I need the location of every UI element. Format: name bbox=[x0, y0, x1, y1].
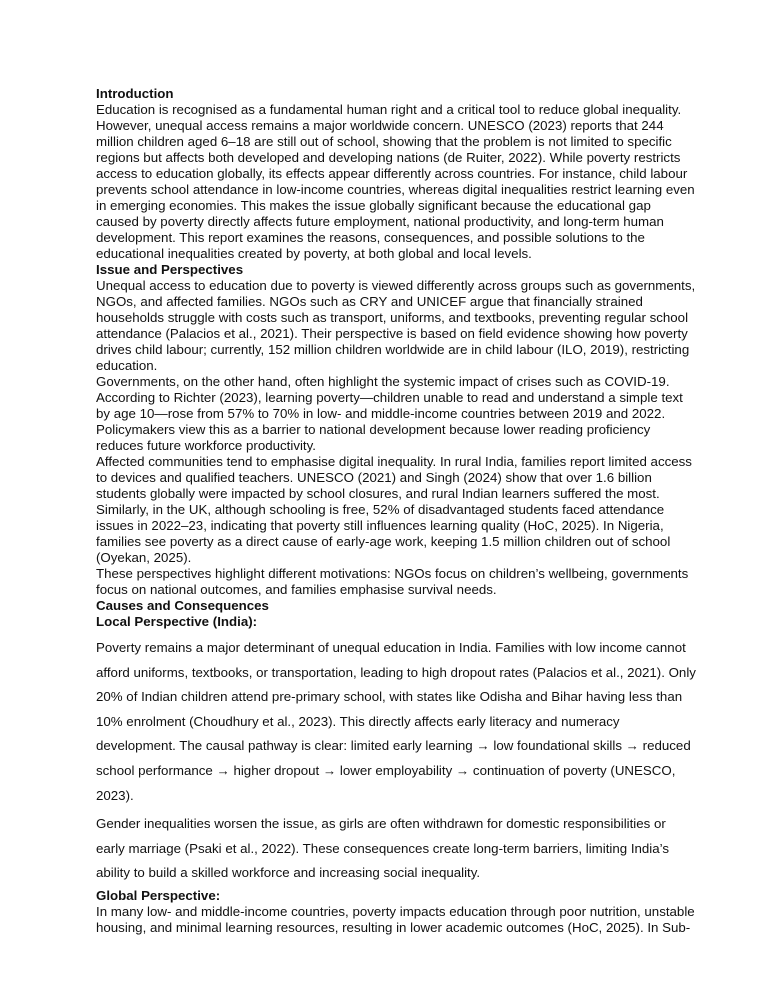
text-line: education. bbox=[96, 358, 158, 373]
subheading-global-perspective: Global Perspective: bbox=[96, 887, 221, 903]
local-gender-paragraph bbox=[96, 812, 696, 886]
text-line: afford uniforms, textbooks, or transportation, leading to high dropout rates (Palacios et al., 2021). Only bbox=[96, 664, 696, 680]
text-line: access to education globally, its effects appear differently across countries. For instance, child labour bbox=[96, 166, 688, 181]
local-perspective-body bbox=[96, 636, 696, 886]
text-line: regions but affects both developed and developing nations (de Ruiter, 2022). While poverty restricts bbox=[96, 150, 681, 165]
text-line: in emerging economies. This makes the issue globally significant because the educational gap bbox=[96, 198, 651, 213]
text-line: Gender inequalities worsen the issue, as girls are often withdrawn for domestic responsibilities or bbox=[96, 816, 666, 832]
introduction-paragraph bbox=[96, 102, 696, 262]
subheading-local-perspective: Local Perspective (India): bbox=[96, 614, 258, 629]
section-heading-causes-consequences: Causes and Consequences bbox=[96, 598, 269, 613]
text-line: million children aged 6–18 are still out of school, showing that the problem is not limited to specific bbox=[96, 134, 672, 149]
perspectives-summary-paragraph bbox=[96, 566, 696, 598]
section-issue-perspectives bbox=[96, 262, 696, 598]
text-line: caused by poverty directly affects future employment, national productivity, and long-term human bbox=[96, 214, 664, 229]
text-line: 2023). bbox=[96, 787, 134, 803]
section-introduction bbox=[96, 86, 696, 262]
text-line: Similarly, in the UK, although schooling is free, 52% of disadvantaged students faced attendance bbox=[96, 502, 665, 517]
text-line: early marriage (Psaki et al., 2022). These consequences create long-term barriers, limiting India’s bbox=[96, 840, 670, 856]
document-page bbox=[96, 86, 696, 936]
text-line: 20% of Indian children attend pre-primary school, with states like Odisha and Bihar having less than bbox=[96, 689, 683, 705]
text-line: families see poverty as a direct cause of early-age work, keeping 1.5 million children out of school bbox=[96, 534, 671, 549]
text-line: Education is recognised as a fundamental human right and a critical tool to reduce global inequality. bbox=[96, 102, 682, 117]
text-line: According to Richter (2023), learning poverty—children unable to read and understand a simple text bbox=[96, 390, 683, 405]
text-line: Governments, on the other hand, often highlight the systemic impact of crises such as COVID-19. bbox=[96, 374, 670, 389]
section-heading-issue-perspectives: Issue and Perspectives bbox=[96, 262, 244, 277]
global-perspective-paragraph bbox=[96, 904, 696, 936]
local-poverty-paragraph bbox=[96, 636, 696, 808]
text-line: These perspectives highlight different motivations: NGOs focus on children’s wellbeing, governments bbox=[96, 566, 689, 581]
text-line: Affected communities tend to emphasise digital inequality. In rural India, families report limited access bbox=[96, 454, 692, 469]
community-perspective-paragraph bbox=[96, 454, 696, 566]
section-causes-consequences bbox=[96, 598, 696, 936]
text-line: development. The causal pathway is clear: limited early learning → low foundational skills → reduced bbox=[96, 738, 691, 754]
section-heading-introduction: Introduction bbox=[96, 86, 174, 101]
text-line: attendance (Palacios et al., 2021). Their perspective is based on field evidence showing how poverty bbox=[96, 326, 688, 341]
text-line: drives child labour; currently, 152 million children worldwide are in child labour (ILO, 2019), restricting bbox=[96, 342, 690, 357]
text-line: reduces future workforce productivity. bbox=[96, 438, 316, 453]
text-line: In many low- and middle-income countries, poverty impacts education through poor nutrition, unstable bbox=[96, 903, 695, 919]
text-line: NGOs, and affected families. NGOs such as CRY and UNICEF argue that financially strained bbox=[96, 294, 643, 309]
text-line: Policymakers view this as a barrier to national development because lower reading proficiency bbox=[96, 422, 651, 437]
text-line: Unequal access to education due to poverty is viewed differently across groups such as governments, bbox=[96, 278, 696, 293]
text-line: prevents school attendance in low-income countries, whereas digital inequalities restrict learning even bbox=[96, 182, 695, 197]
text-line: school performance → higher dropout → lower employability → continuation of poverty (UNESCO, bbox=[96, 762, 676, 778]
government-perspective-paragraph bbox=[96, 374, 696, 454]
text-line: by age 10—rose from 57% to 70% in low- and middle-income countries between 2019 and 2022. bbox=[96, 406, 666, 421]
text-line: housing, and minimal learning resources, resulting in lower academic outcomes (HoC, 2025). In Sub- bbox=[96, 919, 691, 935]
text-line: ability to build a skilled workforce and increasing social inequality. bbox=[96, 865, 481, 881]
ngo-perspective-paragraph bbox=[96, 278, 696, 374]
text-line: development. This report examines the reasons, consequences, and possible solutions to the bbox=[96, 230, 645, 245]
text-line: 10% enrolment (Choudhury et al., 2023). This directly affects early literacy and numeracy bbox=[96, 713, 620, 729]
text-line: to devices and qualified teachers. UNESCO (2021) and Singh (2024) show that over 1.6 billion bbox=[96, 470, 652, 485]
text-line: However, unequal access remains a major worldwide concern. UNESCO (2023) reports that 244 bbox=[96, 118, 664, 133]
text-line: students globally were impacted by school closures, and rural Indian learners suffered the most. bbox=[96, 486, 660, 501]
text-line: households struggle with costs such as transport, uniforms, and textbooks, preventing regular school bbox=[96, 310, 689, 325]
text-line: issues in 2022–23, indicating that poverty still influences learning quality (HoC, 2025). In Nigeria, bbox=[96, 518, 664, 533]
text-line: (Oyekan, 2025). bbox=[96, 550, 192, 565]
text-line: Poverty remains a major determinant of unequal education in India. Families with low income cannot bbox=[96, 640, 686, 655]
text-line: educational inequalities created by poverty, at both global and local levels. bbox=[96, 246, 532, 261]
text-line: focus on national outcomes, and families emphasise survival needs. bbox=[96, 582, 497, 597]
